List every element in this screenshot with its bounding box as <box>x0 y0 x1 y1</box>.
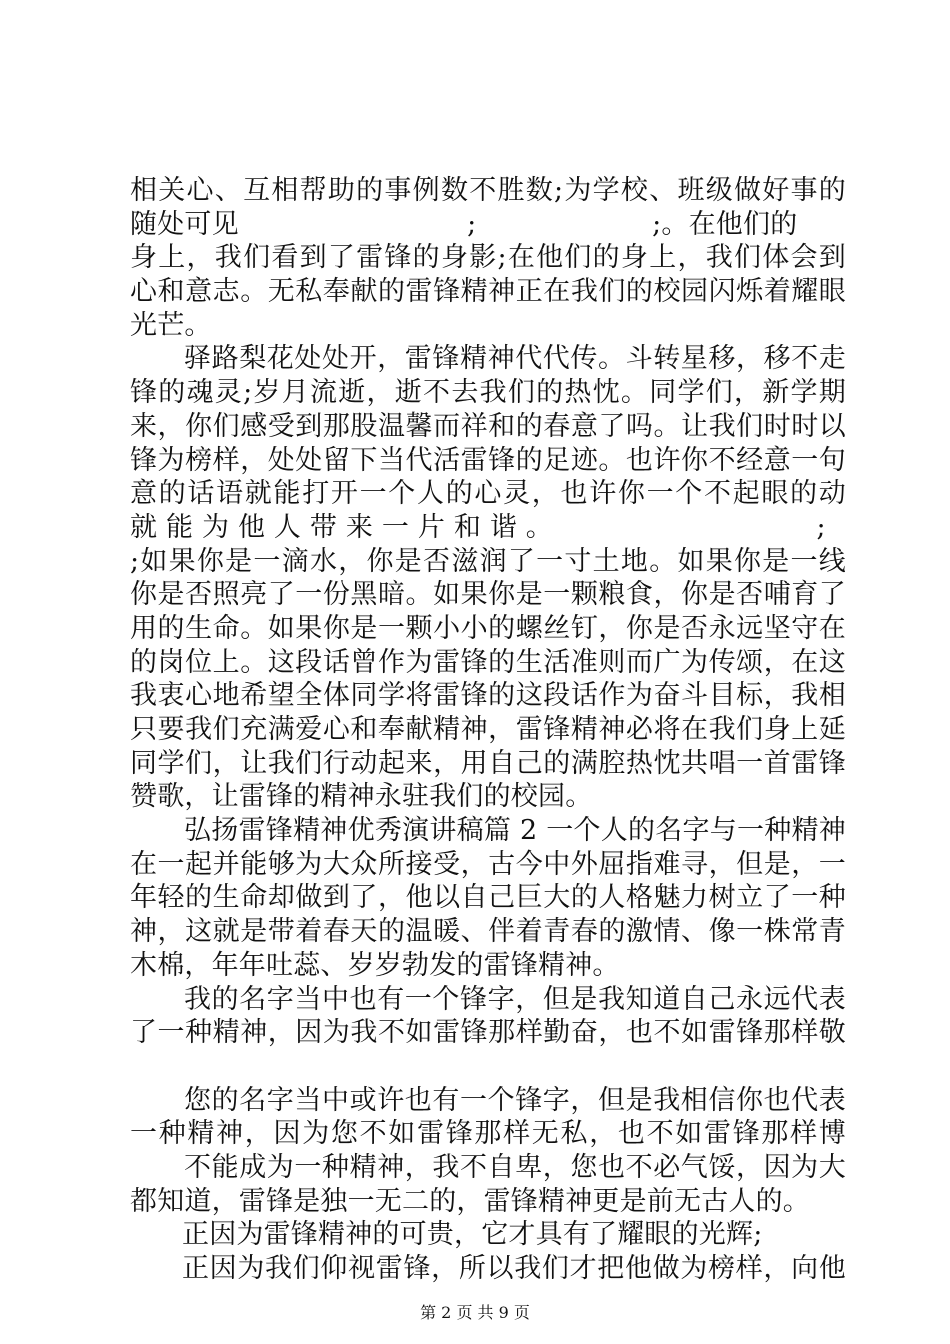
text-line: 都知道，雷锋是独一无二的，雷锋精神更是前无古人的。 <box>130 1185 810 1217</box>
text-line: 只要我们充满爱心和奉献精神，雷锋精神必将在我们身上延 <box>130 714 846 745</box>
text-line: 来，你们感受到那股温馨而祥和的春意了吗。让我们时时以 <box>130 410 846 442</box>
page-number-footer: 第 2 页 共 9 页 <box>420 1303 530 1322</box>
text-line: 赞歌，让雷锋的精神永驻我们的校园。 <box>130 781 593 813</box>
paragraph-start-line: 您的名字当中或许也有一个锋字，但是我相信你也代表 <box>184 1084 846 1116</box>
body-text <box>130 174 846 1286</box>
paragraph-start-line: 正因为雷锋精神的可贵，它才具有了耀眼的光辉; <box>182 1219 763 1251</box>
text-line: 锋的魂灵;岁月流逝，逝不去我们的热忱。同学们，新学期 <box>130 377 846 409</box>
paragraph-start-line: 我的名字当中也有一个锋字，但是我知道自己永远代表 <box>184 983 846 1015</box>
text-line: 随处可见 ; ;。在他们的 <box>130 208 798 240</box>
text-line: 了一种精神，因为我不如雷锋那样勤奋，也不如雷锋那样敬 <box>130 1017 846 1049</box>
text-line: 在一起并能够为大众所接受，古今中外屈指难寻，但是，一 <box>130 848 846 880</box>
text-line: 你是否照亮了一份黑暗。如果你是一颗粮食，你是否哺育了 <box>130 579 846 611</box>
text-line: ;如果你是一滴水，你是否滋润了一寸土地。如果你是一线 <box>130 545 846 577</box>
text-line: 锋为榜样，处处留下当代活雷锋的足迹。也许你不经意一句 <box>130 444 846 476</box>
paragraph-start-line: 驿路梨花处处开，雷锋精神代代传。斗转星移，移不走 <box>184 343 846 375</box>
text-line: 心和意志。无私奉献的雷锋精神正在我们的校园闪烁着耀眼 <box>130 276 846 308</box>
paragraph-start-line: 弘扬雷锋精神优秀演讲稿篇 2 一个人的名字与一种精神 <box>184 815 846 847</box>
text-line: 用的生命。如果你是一颗小小的螺丝钉，你是否永远坚守在 <box>130 612 846 644</box>
blank-line <box>130 1050 846 1084</box>
text-line: 身上，我们看到了雷锋的身影;在他们的身上，我们体会到 <box>130 242 846 274</box>
text-line: 意的话语就能打开一个人的心灵，也许你一个不起眼的动 <box>130 478 846 510</box>
paragraph-start-line: 正因为我们仰视雷锋，所以我们才把他做为榜样，向他 <box>182 1253 846 1284</box>
text-line: 相关心、互相帮助的事例数不胜数;为学校、班级做好事的 <box>130 175 846 206</box>
text-line: 同学们，让我们行动起来，用自己的满腔热忱共唱一首雷锋 <box>130 747 846 779</box>
text-line: 神，这就是带着春天的温暖、伴着青春的激情、像一株常青 <box>130 916 846 948</box>
text-line: 光芒。 <box>130 309 212 341</box>
text-line: 年轻的生命却做到了，他以自己巨大的人格魅力树立了一种 <box>130 882 846 914</box>
text-line: 的岗位上。这段话曾作为雷锋的生活准则而广为传颂，在这 <box>130 646 846 678</box>
text-line: 木棉，年年吐蕊、岁岁勃发的雷锋精神。 <box>130 949 620 981</box>
text-line: 我衷心地希望全体同学将雷锋的这段话作为奋斗目标，我相 <box>130 680 846 712</box>
text-line: 一种精神，因为您不如雷锋那样无私，也不如雷锋那样博 <box>130 1118 846 1150</box>
text-line: 就 能 为 他 人 带 来 一 片 和 谐 。 ; <box>130 511 826 543</box>
paragraph-start-line: 不能成为一种精神，我不自卑，您也不必气馁，因为大 <box>184 1151 846 1183</box>
